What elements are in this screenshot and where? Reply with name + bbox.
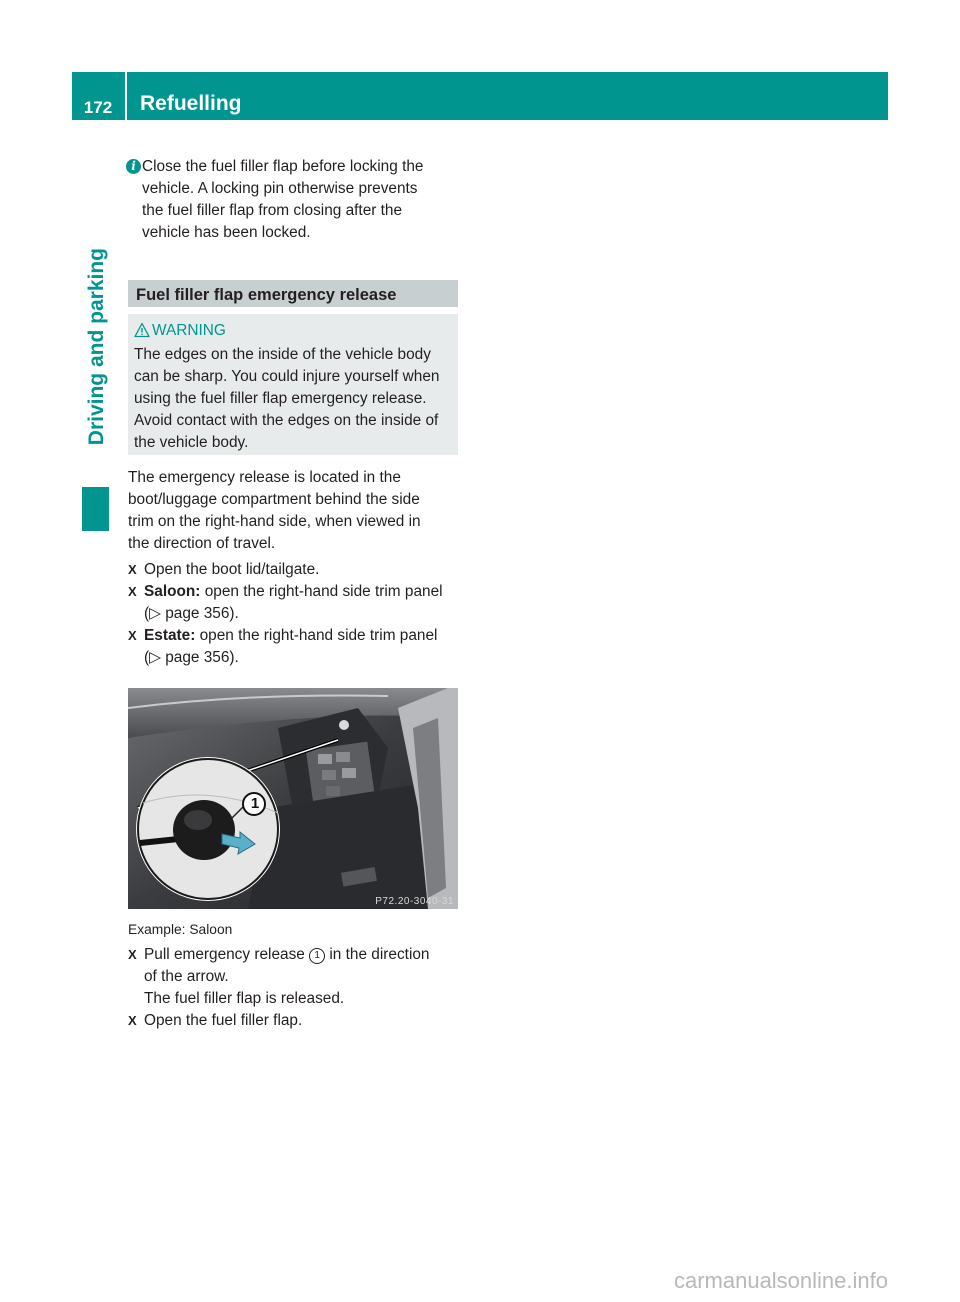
- step-item: [128, 1010, 460, 1032]
- page-header: [72, 72, 888, 120]
- step-arrow-icon: X: [128, 947, 137, 962]
- step-result: The fuel filler flap is released.: [144, 990, 345, 1007]
- section-heading-text: Fuel filler flap emergency release: [136, 286, 397, 304]
- step-text: open the right-hand side trim panel: [200, 583, 443, 600]
- figure-caption: Example: Saloon: [128, 922, 233, 937]
- warning-triangle-icon: [134, 322, 150, 338]
- body-line: The emergency release is located in the: [128, 469, 401, 486]
- callout-number: 1: [250, 795, 260, 812]
- step-text: in the direction: [325, 946, 430, 963]
- step-item: [128, 944, 460, 966]
- warning-title: WARNING: [152, 322, 226, 339]
- chapter-tab-marker: [82, 487, 109, 531]
- watermark: carmanualsonline.info: [673, 1268, 888, 1293]
- info-note-line: the fuel filler flap from closing after the: [142, 202, 403, 219]
- section-heading: [128, 280, 458, 307]
- info-note: [128, 156, 460, 244]
- page-reference[interactable]: (▷ page 356).: [144, 649, 239, 666]
- step-text: Pull emergency release: [144, 946, 310, 963]
- header-divider: [125, 72, 127, 120]
- step-label: Saloon:: [144, 583, 201, 600]
- step-text: Open the fuel filler flap.: [144, 1012, 303, 1029]
- chapter-tab: [82, 248, 110, 478]
- callout-ref-icon: [309, 948, 325, 964]
- warning-line: the vehicle body.: [134, 434, 249, 451]
- warning-line: using the fuel filler flap emergency release.: [134, 390, 427, 407]
- figure-code: P72.20-3040-31: [375, 896, 454, 907]
- warning-line: can be sharp. You could injure yourself when: [134, 368, 440, 385]
- page-number: 172: [83, 98, 113, 117]
- body-line: the direction of travel.: [128, 535, 276, 552]
- step-label: Estate:: [144, 627, 196, 644]
- step-list: [128, 944, 460, 1032]
- info-note-line: Close the fuel filler flap before locking the: [142, 158, 424, 175]
- info-note-line: vehicle has been locked.: [142, 224, 311, 241]
- boot-compartment-photo: [128, 688, 458, 909]
- step-text: Open the boot lid/tailgate.: [144, 561, 320, 578]
- step-arrow-icon: X: [128, 628, 137, 643]
- step-arrow-icon: X: [128, 584, 137, 599]
- step-text: open the right-hand side trim panel: [195, 627, 438, 644]
- boot-compartment-illustration: [128, 688, 458, 909]
- body-line: trim on the right-hand side, when viewed in: [128, 513, 421, 530]
- page-reference[interactable]: (▷ page 356).: [144, 605, 239, 622]
- step-arrow-icon: X: [128, 562, 137, 577]
- step-item: [128, 581, 460, 603]
- warning-box: [128, 314, 458, 455]
- warning-body: [134, 344, 439, 454]
- body-line: boot/luggage compartment behind the side: [128, 491, 420, 508]
- warning-line: Avoid contact with the edges on the inside of: [134, 412, 439, 429]
- chapter-tab-label: Driving and parking: [85, 248, 108, 446]
- info-note-line: vehicle. A locking pin otherwise prevents: [142, 180, 418, 197]
- step-arrow-icon: X: [128, 1013, 137, 1028]
- step-list: [128, 559, 460, 669]
- page-title: Refuelling: [140, 92, 242, 115]
- step-item: [128, 559, 460, 581]
- step-item: [128, 625, 460, 647]
- step-continuation: of the arrow.: [144, 968, 229, 985]
- warning-line: The edges on the inside of the vehicle body: [134, 346, 431, 363]
- callout-ref-number: 1: [314, 950, 320, 961]
- body-paragraph: [128, 467, 460, 555]
- info-icon: i: [126, 159, 141, 174]
